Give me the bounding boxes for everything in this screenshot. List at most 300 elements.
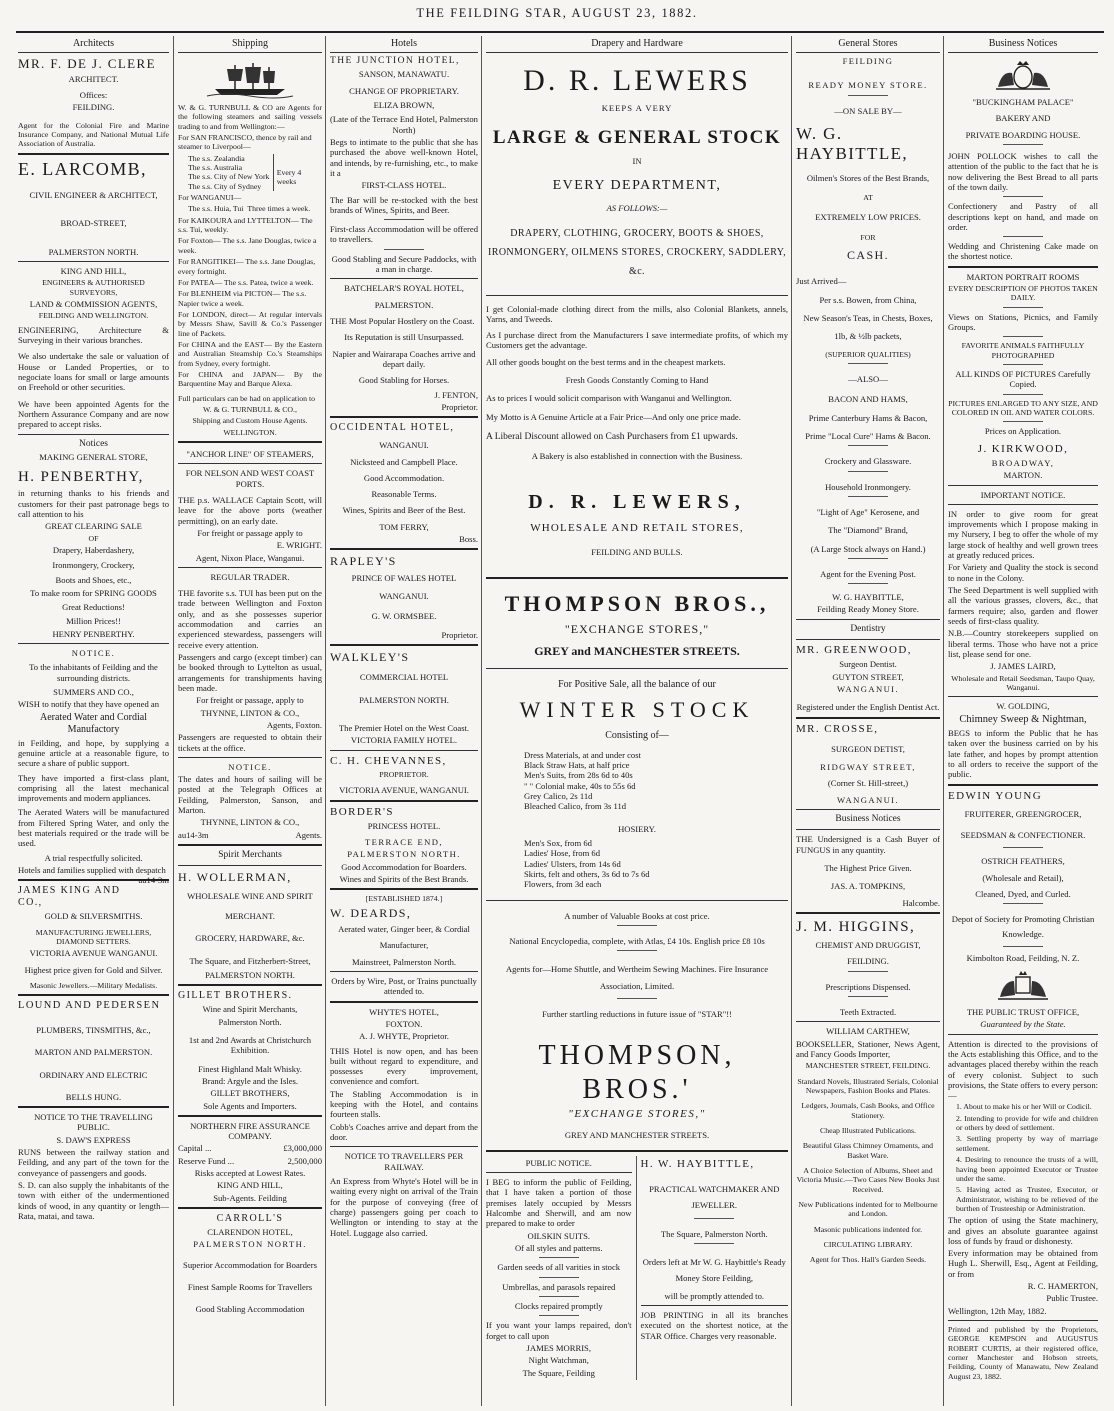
fenton-role: Proprietor. xyxy=(441,401,478,412)
tui-agent: THYNNE, LINTON & CO., xyxy=(200,707,300,718)
lamps: If you want your lamps repaired, don't forget to call upon xyxy=(486,1320,632,1341)
kh-text: ENGINEERING, Architecture & Surveying in their various branches. xyxy=(18,324,169,346)
kh: KING AND HILL, xyxy=(217,1180,283,1191)
batchelar: BATCHELAR'S ROYAL HOTEL, xyxy=(344,283,464,294)
imprint: Printed and published by the Proprietors, GEORGE KEMPSON and AUGUSTUS ROBERT CURTIS, at their registered office, corner Manchester and Hobson streets, Feilding, County of Manawatu, New Zealand August 23, 1882. xyxy=(948,1325,1098,1381)
masonic: Masonic publications indented for. xyxy=(813,1224,923,1234)
chevannes: C. H. CHEVANNES, xyxy=(330,754,447,767)
sig: W. G. HAYBITTLE, xyxy=(832,592,904,603)
new-pubs: New Publications indented for to Melbourne and London. xyxy=(798,1199,938,1219)
prices: As to prices I would solicit comparison with Wanganui and Wellington. xyxy=(486,393,732,404)
turnbull-text: W. & G. TURNBULL & CO are Agents for the following steamers and sailing vessels trading to and from Wellington:— xyxy=(178,103,322,131)
haybittle: H. W. HAYBITTLE, xyxy=(640,1157,755,1170)
divider xyxy=(486,668,788,669)
national: National Encyclopedia, complete, with Atlas, £4 10s. English price £8 10s xyxy=(509,935,765,946)
hamerton: R. C. HAMERTON, xyxy=(1027,1281,1098,1292)
divider xyxy=(178,567,322,568)
young: EDWIN YOUNG xyxy=(948,789,1043,802)
haybittle-addr: The Square, Palmerston North. xyxy=(660,1228,768,1239)
morris-addr: The Square, Feilding xyxy=(522,1367,595,1378)
route: For CHINA and the EAST— By the Eastern and Australian Steamship Co.'s Steamships from Sydney, every fortnight. xyxy=(178,339,322,368)
manchester: MANCHESTER STREET, FEILDING. xyxy=(805,1061,931,1071)
bar: The Bar will be re-stocked with the best brands of Wines, Spirits, and Beer. xyxy=(330,194,478,215)
short-rule xyxy=(539,1277,579,1278)
short-rule xyxy=(617,925,657,926)
laird: J. JAMES LAIRD, xyxy=(990,661,1056,672)
date: Wellington, 12th May, 1882. xyxy=(948,1305,1047,1316)
books: A number of Valuable Books at cost price. xyxy=(564,910,710,921)
batchelar-town: PALMERSTON. xyxy=(374,299,434,310)
junction: THE JUNCTION HOTEL, xyxy=(330,56,460,66)
lewers-title: D. R. LEWERS xyxy=(523,64,751,97)
wanganui: WANGANUI. xyxy=(836,683,899,694)
consisting: Consisting of— xyxy=(605,729,669,741)
coat-of-arms-icon xyxy=(988,967,1058,1003)
notice-code: au14-3m xyxy=(178,829,209,840)
pollock: JOHN POLLOCK wishes to call the attention of the public to the fact that he is now delivering the Best Bread to all parts of the town daily. xyxy=(948,150,1098,192)
marton: MARTON PORTRAIT ROOMS xyxy=(966,271,1080,282)
garden: Garden seeds of all varities in stock xyxy=(497,1262,621,1273)
jkc-masonic: Masonic Jewellers.—Military Medalists. xyxy=(29,980,158,990)
list-item: 4. Desiring to renounce the trusts of a will, having been appointed Executor or Trustee under the same. xyxy=(956,1155,1098,1183)
column-rule xyxy=(943,36,944,1406)
awards: 1st and 2nd Awards at Christchurch Exhibition. xyxy=(188,1034,312,1056)
horses: Good Stabling for Horses. xyxy=(358,375,450,386)
spring-goods: To make room for SPRING GOODS xyxy=(30,587,157,598)
gillet-trade: Wine and Spirit Merchants, xyxy=(202,1004,298,1015)
short-rule xyxy=(539,1315,579,1316)
column-header: Architects xyxy=(18,36,169,53)
summers-text: WISH to notify that they have opened an xyxy=(18,699,160,710)
chimney: Chimney Sweep & Nightman, xyxy=(959,713,1087,725)
deards: W. DEARDS, xyxy=(330,905,412,920)
surgeon2: SURGEON DETIST, xyxy=(831,743,905,754)
commercial: COMMERCIAL HOTEL xyxy=(359,672,449,683)
clere-name: MR. F. DE J. CLERE xyxy=(18,56,156,71)
grocery: GROCERY, HARDWARE, &c. xyxy=(195,933,305,944)
anchor-text: THE p.s. WALLACE Captain Scott, will leave for the above ports (weather permitting), on an early date. xyxy=(178,494,322,526)
haybittle-attend: will be promptly attended to. xyxy=(664,1290,765,1301)
oilmen: Oilmen's Stores of the Best Brands, xyxy=(806,172,930,183)
list-item: Men's Sox, from 6d xyxy=(524,837,592,848)
divider xyxy=(796,809,940,810)
route: For CHINA and JAPAN— By the Barquentine May and Barque Alexa. xyxy=(178,369,322,389)
coaches: Napier and Wairarapa Coaches arrive and depart daily. xyxy=(332,348,476,369)
divider xyxy=(330,644,478,646)
every: EVERY DESCRIPTION OF PHOTOS TAKEN DAILY. xyxy=(948,284,1098,303)
whyte: WHYTE'S HOTEL, xyxy=(369,1006,439,1017)
divider xyxy=(18,261,169,262)
larcomb-street: BROAD-STREET, xyxy=(60,218,127,229)
chemist: CHEMIST AND DRUGGIST, xyxy=(815,939,921,950)
short-rule xyxy=(617,998,657,999)
higgins: J. M. HIGGINS, xyxy=(796,918,916,935)
ship-icon xyxy=(205,59,295,99)
short-rule xyxy=(848,496,888,497)
all-pictures: ALL KINDS OF PICTURES Carefully Copied. xyxy=(955,369,1091,390)
list-item: Skirts, felt and others, 3s 6d to 7s 6d xyxy=(524,868,650,879)
dentistry-head: Dentistry xyxy=(850,623,886,634)
divider xyxy=(796,1021,940,1022)
divider xyxy=(796,717,940,719)
short-rule xyxy=(848,95,888,96)
clere-agent: Agent for the Colonial Fire and Marine Insurance Company, and National Mutual Life Association of Australia. xyxy=(18,120,169,149)
quality: (SUPERIOR QUALITIES) xyxy=(825,349,911,359)
fenton: J. FENTON, xyxy=(434,389,478,400)
eliza: ELIZA BROWN, xyxy=(373,100,435,111)
divider xyxy=(178,463,322,464)
ridgway: RIDGWAY STREET, xyxy=(820,762,916,773)
wanganui-ships: The s.s. Huia, Tui xyxy=(188,204,244,214)
laird-nb: N.B.—Country storekeepers supplied on liberal terms. Those who have not a price list, please send for one. xyxy=(948,628,1098,659)
household: Household Ironmongery. xyxy=(825,481,911,492)
tompkins: JAS. A. TOMPKINS, xyxy=(830,881,906,892)
oilskin2: Of all styles and patterns. xyxy=(514,1243,603,1254)
occidental: OCCIDENTAL HOTEL, xyxy=(330,422,455,434)
masthead: THE FEILDING STAR, AUGUST 23, 1882. xyxy=(416,6,698,20)
reserve-value: 2,500,000 xyxy=(287,1155,322,1166)
wanganui-line xyxy=(178,204,322,213)
jkc-mfg: MANUFACTURING JEWELLERS, DIAMOND SETTERS. xyxy=(35,927,152,947)
jkc-price: Highest price given for Gold and Silver. xyxy=(24,964,163,975)
kh-text: We have been appointed Agents for the Northern Assurance Company and are now prepared to accept risks. xyxy=(18,398,169,430)
fresh: Fresh Goods Constantly Coming to Hand xyxy=(565,375,709,386)
haybittle-trade: PRACTICAL WATCHMAKER AND JEWELLER. xyxy=(649,1184,780,1211)
column-drapery xyxy=(486,36,788,1406)
divider xyxy=(796,639,940,640)
cobb: Cobb's Coaches arrive and depart from the door. xyxy=(330,1121,478,1142)
rapley: RAPLEY'S xyxy=(330,554,397,569)
wedding: Wedding and Christening Cake made on the shortest notice. xyxy=(948,241,1098,262)
gillet-sig: GILLET BROTHERS, xyxy=(210,1088,290,1099)
trial: A trial respectfully solicited. xyxy=(44,852,143,863)
short-rule xyxy=(848,471,888,472)
halcombe: Halcombe. xyxy=(902,897,940,908)
wollerman-trade: WHOLESALE WINE AND SPIRIT xyxy=(187,890,313,901)
divider xyxy=(330,278,478,279)
novels: Standard Novels, Illustrated Serials, Colonial Newspapers, Fashion Books and Plates. xyxy=(797,1076,939,1095)
haybittle-orders: Orders left at Mr W. G. Haybittle's Ready Money Store Feilding, xyxy=(642,1256,786,1284)
evening: Agent for the Evening Post. xyxy=(820,568,916,579)
list-item: Ladies' Ulsters, from 14s 6d xyxy=(524,858,621,869)
lewers2: D. R. LEWERS, xyxy=(528,490,746,513)
column-header: Business Notices xyxy=(948,36,1098,53)
divider xyxy=(796,912,940,914)
bakery: BAKERY AND xyxy=(995,113,1051,124)
late: (Late of the Terrace End Hotel, Palmerston North) xyxy=(330,114,478,135)
lound-bells: BELLS HUNG. xyxy=(65,1091,122,1102)
inhabitants: To the inhabitants of Feilding and the surrounding districts. xyxy=(29,662,158,683)
hotels-code: au14-3m xyxy=(138,875,169,886)
column-header: General Stores xyxy=(796,36,940,53)
ostrich: OSTRICH FEATHERS, xyxy=(981,856,1065,867)
divider xyxy=(948,504,1098,505)
kh-name: KING AND HILL, xyxy=(60,266,127,277)
list-item: 2. Intending to provide for wife and children or others by deed of settlement. xyxy=(956,1113,1098,1133)
divider xyxy=(330,1001,478,1003)
column-header: Hotels xyxy=(330,36,478,53)
short-rule xyxy=(694,1243,734,1244)
column-rule xyxy=(173,36,174,1406)
grey: GREY and MANCHESTER STREETS. xyxy=(534,644,740,659)
wines: Wines, Spirits and Beer of the Best. xyxy=(342,505,466,516)
divider xyxy=(641,1305,788,1306)
pn: PALMERSTON NORTH. xyxy=(205,970,295,981)
larcomb-title: CIVIL ENGINEER & ARCHITECT, xyxy=(29,190,158,201)
lound-name: LOUND AND PEDERSEN xyxy=(18,1000,161,1012)
short-rule xyxy=(848,971,888,972)
column-header: Shipping xyxy=(178,36,322,53)
top-rule xyxy=(16,31,1104,33)
column-rule xyxy=(791,36,792,1406)
enlarged: PICTURES ENLARGED TO ANY SIZE, AND COLORED IN OIL AND WATER COLORS. xyxy=(948,398,1098,418)
gillet-town: Palmerston North. xyxy=(218,1016,282,1027)
pow: PRINCE OF WALES HOTEL xyxy=(351,572,457,583)
turnbull-sig: Shipping and Custom House Agents. xyxy=(192,416,308,426)
carroll: CARROLL'S xyxy=(216,1213,284,1225)
mainstreet: Mainstreet, Palmerston North. xyxy=(351,956,457,967)
list-item: Ladies' Hose, from 6d xyxy=(524,848,601,859)
sub-agents: Sub-Agents. Feilding xyxy=(213,1192,287,1203)
of-label: OF xyxy=(88,533,99,543)
short-rule xyxy=(1003,144,1043,145)
princess: PRINCESS HOTEL. xyxy=(367,820,441,831)
sf-route: For SAN FRANCISCO, thence by rail and steamer to Liverpool— xyxy=(178,133,312,152)
route: For KAIKOURA and LYTTELTON— The s.s. Tui, weekly. xyxy=(178,215,313,235)
for: FOR xyxy=(860,232,876,242)
reserve-line xyxy=(178,1156,322,1166)
short-rule xyxy=(384,249,424,250)
sig2: Feilding Ready Money Store. xyxy=(817,604,919,615)
daws: S. DAW'S EXPRESS xyxy=(56,1134,131,1145)
notice-sig: THYNNE, LINTON & CO., xyxy=(200,817,300,828)
packets: 1lb, & ½lb packets, xyxy=(834,331,902,342)
chemist-town: FEILDING. xyxy=(847,956,889,967)
begs: Begs to intimate to the public that she has purchased the above well-known Hotel, and intends, by re-furnishing, etc., to make it a xyxy=(330,136,478,178)
route: For LONDON, direct— At regular intervals by Messrs Shaw, Savill & Co.'s Passenger line of Packets. xyxy=(178,309,322,338)
positive: For Positive Sale, all the balance of our xyxy=(558,679,716,691)
travellers: NOTICE TO TRAVELLERS PER RAILWAY. xyxy=(344,1151,464,1172)
making-store: MAKING GENERAL STORE, xyxy=(39,451,148,462)
divider xyxy=(948,784,1098,786)
feilding-bulls: FEILDING AND BULLS. xyxy=(591,546,683,557)
change: CHANGE OF PROPRIETARY. xyxy=(349,85,459,96)
greenwood: MR. GREENWOOD, xyxy=(796,644,912,657)
divider xyxy=(330,888,478,890)
agents: Sole Agents and Importers. xyxy=(203,1100,297,1111)
short-rule xyxy=(848,363,888,364)
stabling: Good Stabling Accommodation xyxy=(195,1304,305,1315)
sf-ships-block xyxy=(178,154,322,191)
cleaned: Cleaned, Dyed, and Curled. xyxy=(975,889,1071,900)
diamond: The "Diamond" Brand, xyxy=(828,525,908,536)
divider xyxy=(330,750,478,751)
haybittle: W. G. HAYBITTLE, xyxy=(796,123,909,164)
divider xyxy=(486,577,788,579)
larcomb-name: E. LARCOMB, xyxy=(18,158,147,179)
short-rule xyxy=(848,445,888,446)
express: An Express from Whyte's Hotel will be in waiting every night on arrival of the Train for the purpose of conveying (free of charge) passengers going per coach to Wellington or intending to stay at the Hotel. Luggage also carried. xyxy=(330,1175,478,1238)
northern: NORTHERN FIRE ASSURANCE COMPANY. xyxy=(190,1120,310,1142)
short-rule xyxy=(848,558,888,559)
cash-buyer: THE Undersigned is a Cash Buyer of FUNGUS in any quantity. xyxy=(796,834,940,855)
column-rule xyxy=(481,36,482,1406)
seedsman: SEEDSMAN & CONFECTIONER. xyxy=(960,830,1086,841)
stock: (A Large Stock always on Hand.) xyxy=(810,543,926,554)
bottom-notices xyxy=(486,1156,788,1380)
whyte-stab: The Stabling Accommodation is in keeping with the Hotel, and contains fourteen stalls. xyxy=(330,1088,478,1120)
column-header: Drapery and Hardware xyxy=(486,36,788,53)
divider xyxy=(330,416,478,418)
notice-footer xyxy=(178,830,322,840)
clarendon-town: PALMERSTON NORTH. xyxy=(193,1239,307,1250)
views: Views on Stations, Picnics, and Family Groups. xyxy=(948,311,1098,333)
divider xyxy=(486,1172,632,1173)
teeth: Teeth Extracted. xyxy=(839,1006,897,1017)
divider xyxy=(178,1115,322,1117)
boarders: Good Accommodation for Boarders. xyxy=(341,861,467,872)
oilskin: OILSKIN SUITS. xyxy=(527,1230,591,1241)
hotels-supplied xyxy=(18,865,169,886)
prices: Prices on Application. xyxy=(984,426,1062,437)
junction-town: SANSON, MANAWATU. xyxy=(358,69,450,80)
square: The Square, and Fitzherbert-Street, xyxy=(189,955,311,966)
hosiery: HOSIERY. xyxy=(618,823,656,834)
divider xyxy=(18,994,169,996)
guyton: GUYTON STREET, xyxy=(832,671,904,682)
short-rule xyxy=(1003,336,1043,337)
sf-freq: Every 4 weeks xyxy=(276,167,302,187)
penberthy-text: in returning thanks to his friends and customers for their past patronage begs to call attention to his xyxy=(18,488,169,519)
whisky: Finest Highland Malt Whisky. xyxy=(198,1063,302,1074)
short-rule xyxy=(848,996,888,997)
notices-head: Notices xyxy=(78,438,109,449)
bakery: A Bakery is also established in connection with the Business. xyxy=(531,451,743,462)
wholesale: (Wholesale and Retail), xyxy=(982,872,1064,883)
feilding: FEILDING xyxy=(842,56,894,66)
winter-items xyxy=(486,750,788,812)
column-general xyxy=(796,36,940,1406)
risks: Risks accepted at Lowest Rates. xyxy=(194,1168,306,1179)
lound-bells: ORDINARY AND ELECTRIC xyxy=(39,1069,148,1080)
divider xyxy=(178,844,322,846)
thompson: THOMPSON BROS., xyxy=(504,591,770,617)
haybittle-notice xyxy=(637,1156,788,1380)
list-item: Grey Calico, 2s 11d xyxy=(524,791,593,802)
goods-line: Ironmongery, Crockery, xyxy=(52,560,135,571)
trust: THE PUBLIC TRUST OFFICE, xyxy=(966,1006,1080,1017)
divider xyxy=(178,1207,322,1209)
short-rule xyxy=(1003,364,1043,365)
glass: Beautiful Glass Chimney Ornaments, and Basket Ware. xyxy=(802,1141,934,1160)
lound-trade: PLUMBERS, TINSMITHS, &c., xyxy=(36,1024,151,1035)
low: EXTREMELY LOW PRICES. xyxy=(815,212,921,223)
divider xyxy=(18,643,169,644)
fc: FIRST-CLASS HOTEL. xyxy=(361,180,447,191)
short-rule xyxy=(1003,236,1043,237)
prescriptions: Prescriptions Dispensed. xyxy=(825,981,911,992)
in-label: IN xyxy=(632,156,642,167)
royal-crest-icon xyxy=(988,57,1058,93)
short-rule xyxy=(1003,847,1043,848)
particulars: Full particulars can be had on application to xyxy=(178,393,316,403)
gillet: GILLET BROTHERS. xyxy=(178,990,293,1002)
border: BORDER'S xyxy=(330,805,394,818)
wholesale: WHOLESALE AND RETAIL STORES, xyxy=(530,521,744,534)
hotels-supplied-text: Hotels and families supplied with despatch xyxy=(18,865,166,876)
nicksteed: Nicksteed and Campbell Place. xyxy=(350,456,458,467)
premier: The Premier Hotel on the West Coast. xyxy=(338,723,470,734)
sf-ships xyxy=(178,154,274,191)
every-dept: EVERY DEPARTMENT, xyxy=(552,178,722,194)
arrived: Just Arrived— xyxy=(796,276,847,287)
merchant: MERCHANT. xyxy=(225,911,275,922)
ship-name: The s.s. Australia xyxy=(188,163,243,173)
notice-head: NOTICE. xyxy=(71,648,116,659)
ledgers: Ledgers, Journals, Cash Books, and Office Stationery. xyxy=(801,1101,935,1120)
occidental-town: WANGANUI. xyxy=(379,440,429,451)
carthew: WILLIAM CARTHEW, xyxy=(826,1026,910,1037)
list-item: Dress Materials, at and under cost xyxy=(524,749,641,760)
column-hotels xyxy=(330,36,478,1406)
walkley: WALKLEY'S xyxy=(330,650,410,665)
purchase: As I purchase direct from the Manufacturers I save intermediate profits, of which my Customers get the advantage. xyxy=(486,330,788,351)
divider xyxy=(18,1106,169,1108)
tui-tickets: Passengers are requested to obtain their tickets at the office. xyxy=(178,732,322,753)
chev-role: PROPRIETOR. xyxy=(379,769,429,779)
bookseller: BOOKSELLER, Stationer, News Agent, and Fancy Goods Importer, xyxy=(796,1038,940,1059)
exchange: "EXCHANGE STORES," xyxy=(564,621,710,636)
list-item: Black Straw Hats, at half price xyxy=(524,760,630,771)
short-rule xyxy=(848,583,888,584)
trust-text: Attention is directed to the provisions of the Acts establishing this Office, and to the advantages placed thereby within the reach of every colonist. Subject to such provisions, the State offers to every person:— xyxy=(948,1038,1098,1101)
divider xyxy=(796,829,940,830)
tui-agent: Agents, Foxton. xyxy=(266,719,322,730)
depot: Depot of Society for Promoting Christian Knowledge. xyxy=(951,914,1095,940)
reputation: Its Reputation is still Unsurpassed. xyxy=(344,332,464,343)
divider xyxy=(948,1034,1098,1035)
morris-role: Night Watchman, xyxy=(528,1355,589,1366)
anchor-addr: Agent, Nixon Place, Wanganui. xyxy=(195,552,305,563)
keeps: KEEPS A VERY xyxy=(601,103,673,113)
boarding: PRIVATE BOARDING HOUSE. xyxy=(965,129,1081,140)
wanganui2: WANGANUI. xyxy=(836,794,899,805)
divider xyxy=(178,984,322,986)
superior: Superior Accommodation for Boarders xyxy=(183,1259,317,1270)
guaranteed: Guaranteed by the State. xyxy=(980,1019,1066,1030)
tui-freight: For freight or passage, apply to xyxy=(196,695,304,706)
divider xyxy=(178,865,322,866)
divider xyxy=(948,696,1098,697)
hall: Agent for Thos. Hall's Garden Seeds. xyxy=(809,1255,927,1265)
route: For PATEA— The s.s. Patea, twice a week. xyxy=(178,277,314,287)
penberthy-sig: HENRY PENBERTHY. xyxy=(52,628,135,639)
goods-line: Drapery, Haberdashery, xyxy=(52,544,135,555)
anchor-agent: E. WRIGHT. xyxy=(276,540,322,551)
terrace-town: PALMERSTON NORTH. xyxy=(347,849,461,860)
chev-addr: VICTORIA AVENUE, WANGANUI. xyxy=(339,785,469,796)
divider xyxy=(18,153,169,155)
list-item: 1. About to make his or her Will or Codicil. xyxy=(956,1102,1092,1112)
brands: Wines and Spirits of the Best Brands. xyxy=(339,873,469,884)
lound-towns: MARTON AND PALMERSTON. xyxy=(34,1047,153,1058)
ferry-role: Boss. xyxy=(459,534,478,545)
tui-cargo: Passengers and cargo (except timber) can be booked through to Lyttelton as usual, arrangements for transhipments having been made. xyxy=(178,652,322,693)
ferry: TOM FERRY, xyxy=(379,521,429,532)
commercial-town: PALMERSTON NORTH. xyxy=(359,694,449,705)
short-rule xyxy=(1003,196,1043,197)
jkc-name: JAMES KING AND CO., xyxy=(18,885,121,909)
